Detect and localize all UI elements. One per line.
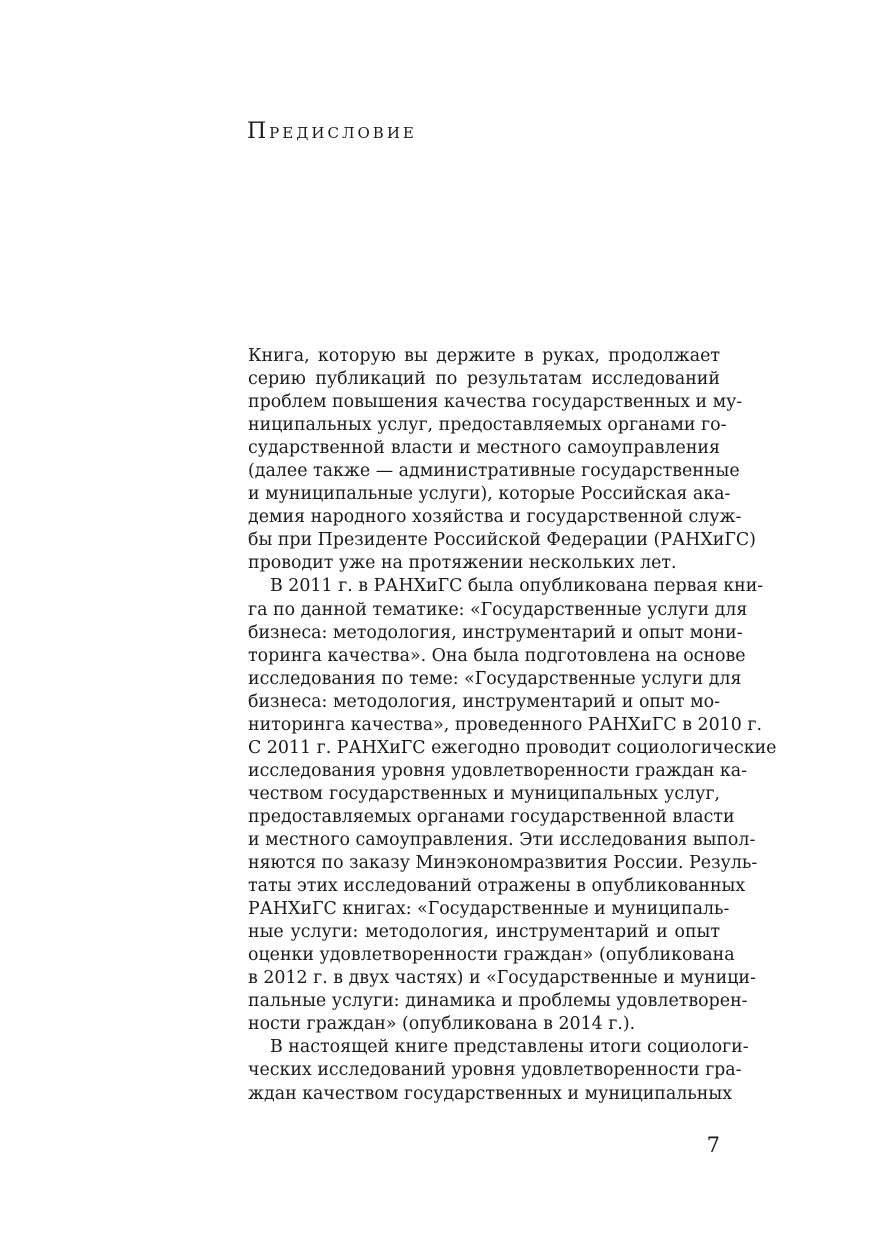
text-line: бизнеса: методология, инструментарий и опыт мони- [248,622,743,643]
paragraph [248,345,756,575]
text-line: оценки удовлетворенности граждан» (опубликована [248,945,735,966]
text-line: В настоящей книге представлены итоги социологи- [270,1037,749,1058]
text-line: В 2011 г. в РАНХиГС была опубликована первая кни- [270,576,764,597]
text-line: РАНХиГС книгах: «Государственные и муниципаль- [248,899,730,920]
text-line: бы при Президенте Российской Федерации (РАНХиГС) [248,530,756,551]
text-line: ности граждан» (опубликована в 2014 г.). [248,1014,636,1035]
text-line: ниторинга качества», проведенного РАНХиГС в 2010 г. [248,714,762,735]
text-line: и местного самоуправления. Эти исследования выпол- [248,829,756,850]
text-line: исследования уровня удовлетворенности граждан ка- [248,760,748,781]
text-line: ниципальных услуг, предоставляемых органами го- [248,415,727,436]
text-line: торинга качества». Она была подготовлена на основе [248,645,746,666]
body-text [248,345,777,1106]
text-line: (далее также — административные государственные [248,461,740,482]
text-line: исследования по теме: «Государственные услуги для [248,668,742,689]
text-line: С 2011 г. РАНХиГС ежегодно проводит социологические [248,737,777,758]
text-line: серию публикаций по результатам исследований [248,369,720,390]
text-line: в 2012 г. в двух частях) и «Государственные и муници- [248,968,756,989]
chapter-title: Предисловие [247,119,417,144]
text-line: бизнеса: методология, инструментарий и опыт мо- [248,691,720,712]
text-line: га по данной тематике: «Государственные услуги для [248,599,748,620]
text-line: ческих исследований уровня удовлетворенности гра- [248,1060,742,1081]
text-line: и муниципальные услуги), которые Российская ака- [248,484,731,505]
paragraph [248,1036,749,1105]
text-line: ные услуги: методология, инструментарий и опыт [248,922,720,943]
page-number: 7 [706,1133,720,1157]
text-line: ждан качеством государственных и муниципальных [248,1083,733,1104]
text-line: пальные услуги: динамика и проблемы удовлетворен- [248,991,748,1012]
paragraph [248,575,777,1036]
text-line: проблем повышения качества государственных и му- [248,392,743,413]
text-line: предоставляемых органами государственной власти [248,806,735,827]
text-line: няются по заказу Минэкономразвития России. Резуль- [248,853,758,874]
text-line: демия народного хозяйства и государственной служ- [248,507,742,528]
text-line: чеством государственных и муниципальных услуг, [248,783,720,804]
text-line: таты этих исследований отражены в опубликованных [248,876,746,897]
text-line: сударственной власти и местного самоуправления [248,438,720,459]
text-line: проводит уже на протяжении нескольких лет. [248,553,677,574]
text-line: Книга, которую вы держите в руках, продолжает [248,346,720,366]
